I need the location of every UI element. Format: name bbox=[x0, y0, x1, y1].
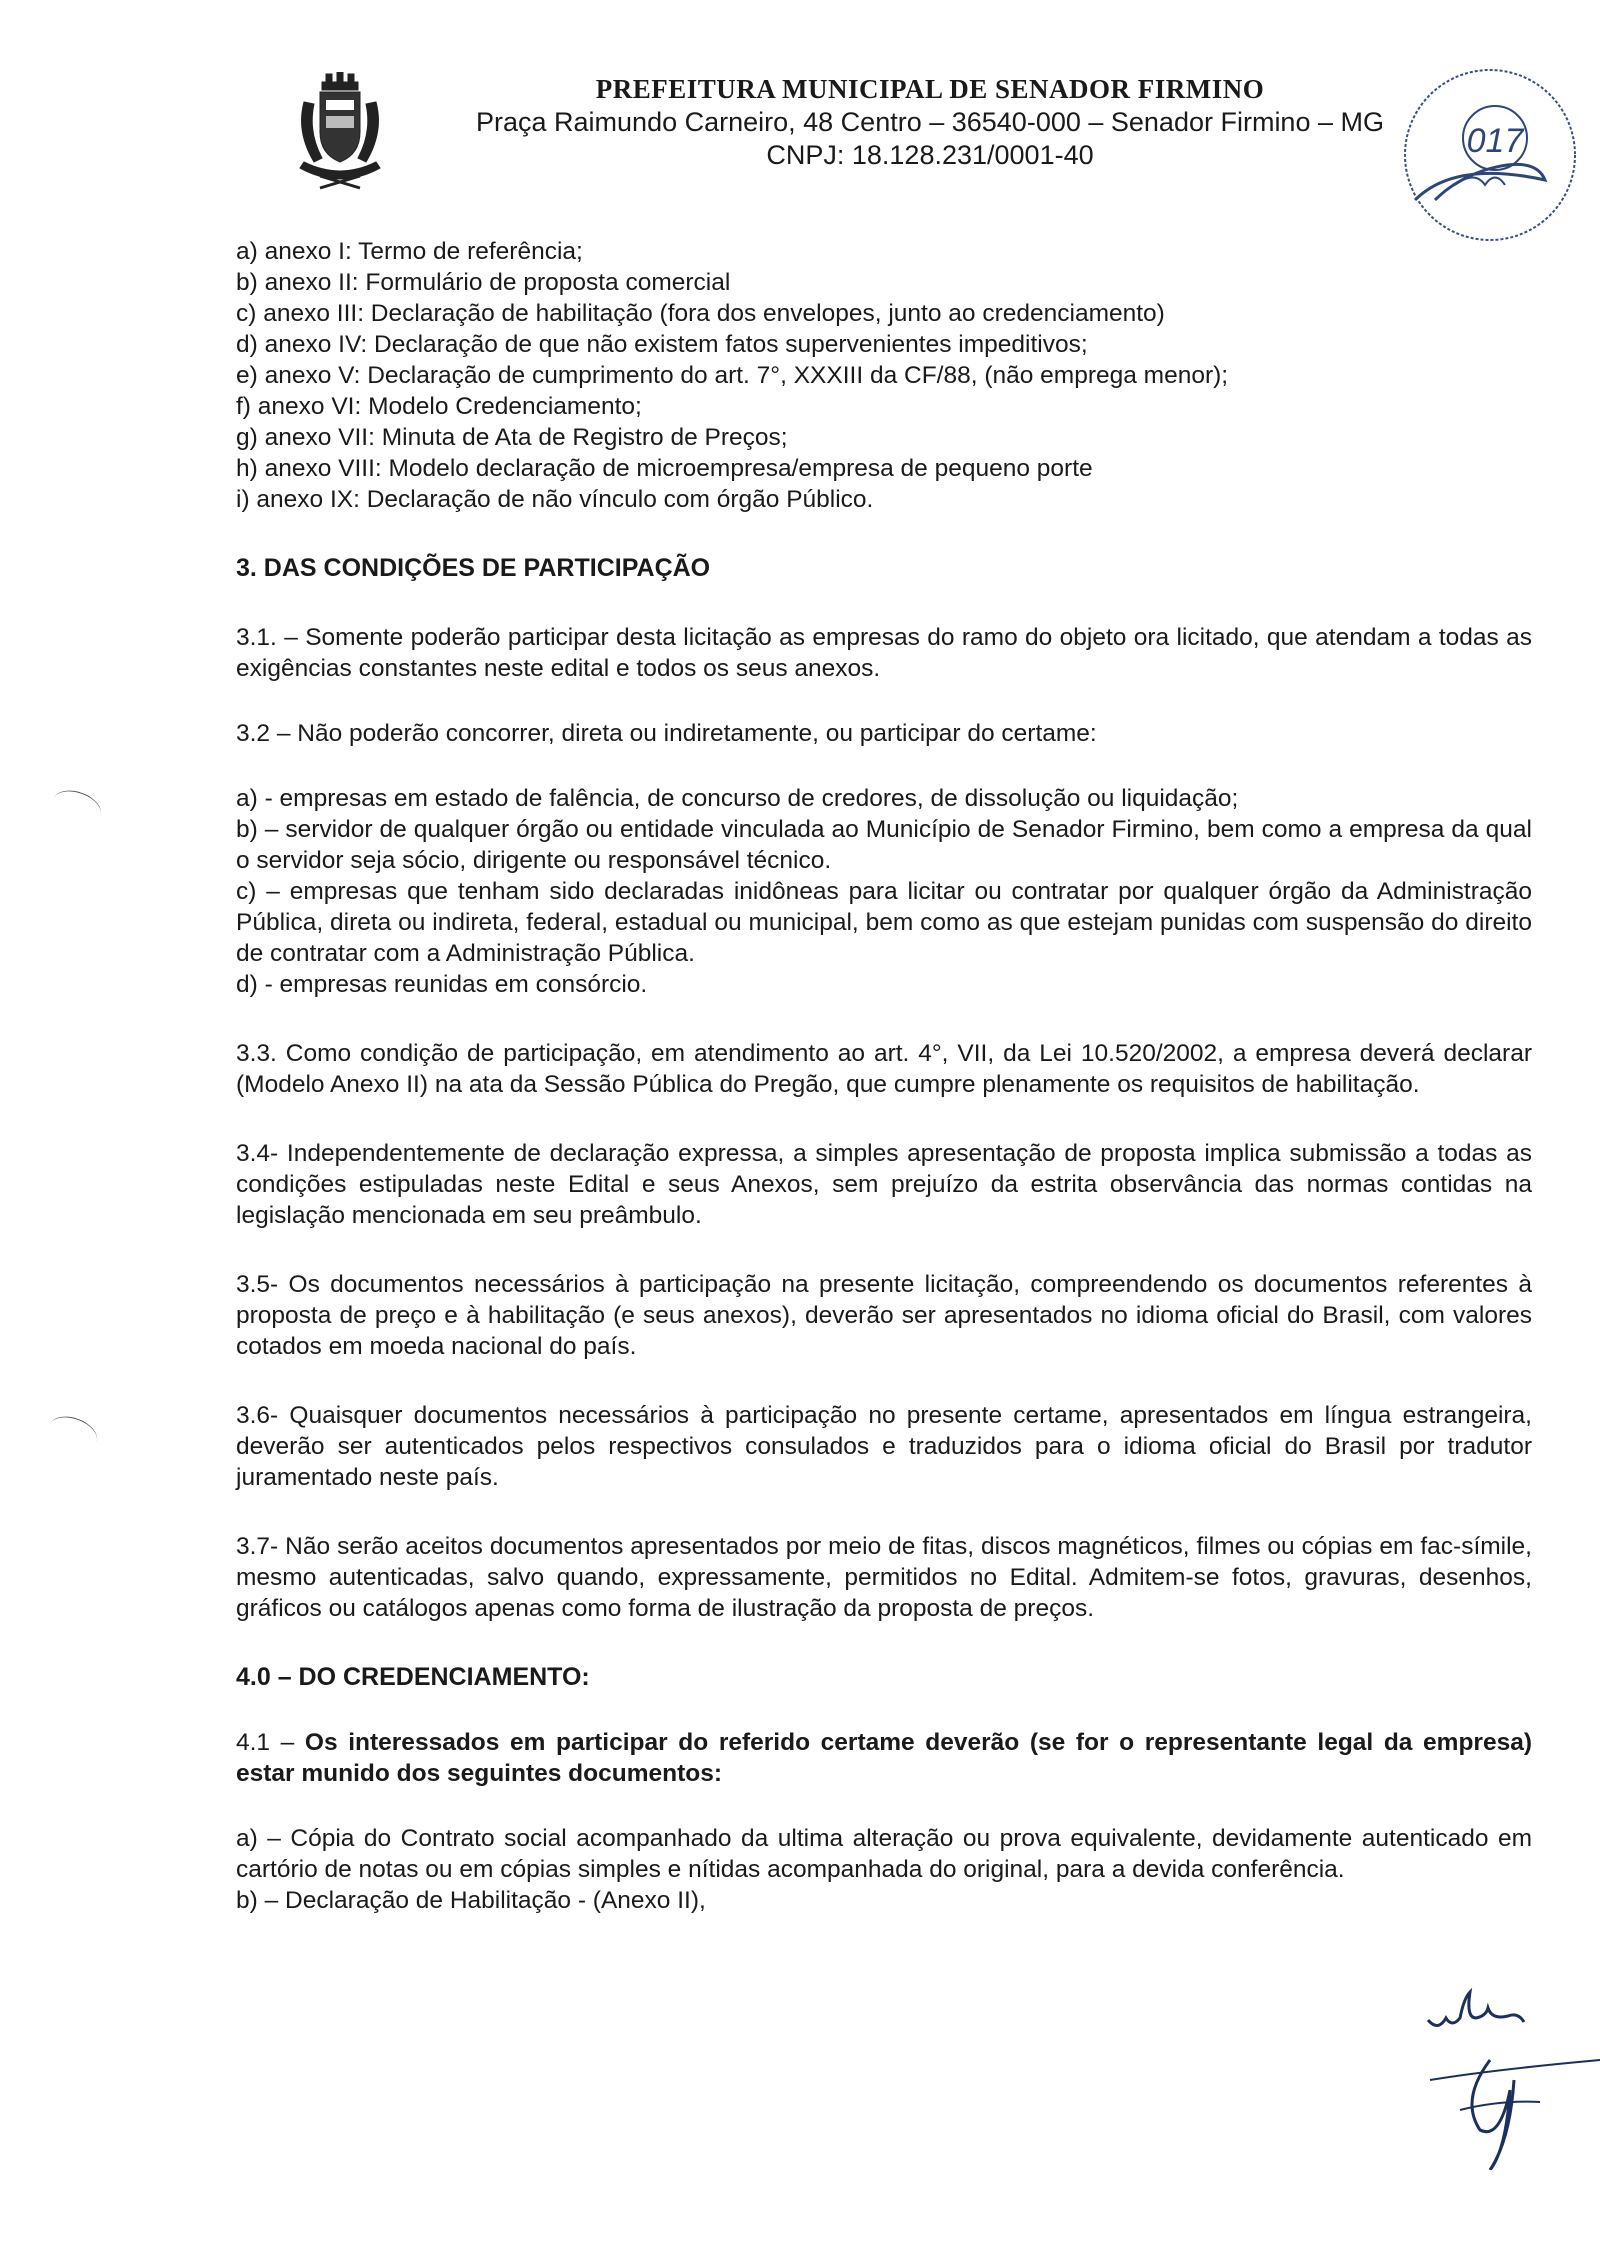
signature bbox=[1420, 2040, 1600, 2170]
paragraph-3-2: 3.2 – Não poderão concorrer, direta ou indiretamente, ou participar do certame: bbox=[236, 720, 1097, 747]
list-item: a) - empresas em estado de falência, de concurso de credores, de dissolução ou liquidação; bbox=[236, 785, 1239, 812]
paragraph-3-6: 3.6- Quaisquer documentos necessários à participação no presente certame, apresentados em língua estrangeira, deverão ser autenticados pelos respectivos consulados e traduzidos para o idioma oficial do Brasil por tradutor juramentado neste país. bbox=[236, 1402, 1532, 1491]
letterhead-address: Praça Raimundo Carneiro, 48 Centro – 36540-000 – Senador Firmino – MG bbox=[476, 107, 1384, 137]
coat-of-arms-icon bbox=[290, 72, 390, 192]
svg-text:017: 017 bbox=[1466, 122, 1524, 160]
list-item: d) anexo IV: Declaração de que não existem fatos supervenientes impeditivos; bbox=[236, 331, 1088, 358]
document-body bbox=[236, 236, 1532, 1916]
paragraph-3-7: 3.7- Não serão aceitos documentos apresentados por meio de fitas, discos magnéticos, filmes ou cópias em fac-símile, mesmo autenticadas, salvo quando, expressamente, permitidos no Edital. Admitem-se fotos, gravuras, desenhos, gráficos ou catálogos apenas como forma de ilustração da proposta de preços. bbox=[236, 1533, 1532, 1622]
list-item: a) anexo I: Termo de referência; bbox=[236, 238, 583, 265]
commission-stamp-icon bbox=[1395, 60, 1585, 250]
paragraph-4-1 bbox=[236, 1727, 1532, 1789]
paragraph-3-4: 3.4- Independentemente de declaração expressa, a simples apresentação de proposta implica submissão a todas as condições estipuladas neste Edital e seus Anexos, sem prejuízo da estrita observância das normas contidas na legislação mencionada em seu preâmbulo. bbox=[236, 1140, 1532, 1229]
letterhead bbox=[450, 74, 1410, 171]
section-heading: 4.0 – DO CREDENCIAMENTO: bbox=[236, 1663, 590, 1691]
section-heading: 3. DAS CONDIÇÕES DE PARTICIPAÇÃO bbox=[236, 554, 711, 582]
list-item: i) anexo IX: Declaração de não vínculo com órgão Público. bbox=[236, 486, 874, 513]
paragraph-3-3: 3.3. Como condição de participação, em atendimento ao art. 4°, VII, da Lei 10.520/2002, a empresa deverá declarar (Modelo Anexo II) na ata da Sessão Pública do Pregão, que cumpre plenamente os requisitos de habilitação. bbox=[236, 1040, 1532, 1098]
letterhead-title: PREFEITURA MUNICIPAL DE SENADOR FIRMINO bbox=[595, 74, 1265, 104]
paragraph-bold-text: Os interessados em participar do referido certame deverão (se for o representante legal da empresa) estar munido dos seguintes documentos: bbox=[236, 1729, 1532, 1787]
annex-list bbox=[236, 236, 1532, 515]
paragraph-3-1: 3.1. – Somente poderão participar desta licitação as empresas do ramo do objeto ora licitado, que atendam a todas as exigências constantes neste edital e todos os seus anexos. bbox=[236, 624, 1532, 682]
paragraph-number: 4.1 – bbox=[236, 1729, 305, 1756]
margin-mark bbox=[44, 1410, 102, 1456]
list-item: e) anexo V: Declaração de cumprimento do art. 7°, XXXIII da CF/88, (não emprega menor); bbox=[236, 362, 1229, 389]
list-item: f) anexo VI: Modelo Credenciamento; bbox=[236, 393, 642, 420]
list-item: b) anexo II: Formulário de proposta comercial bbox=[236, 269, 731, 296]
list-item: b) – Declaração de Habilitação - (Anexo II), bbox=[236, 1887, 706, 1914]
list-item: c) anexo III: Declaração de habilitação (fora dos envelopes, junto ao credenciamento) bbox=[236, 300, 1165, 327]
credential-docs-list bbox=[236, 1823, 1532, 1916]
list-item: d) - empresas reunidas em consórcio. bbox=[236, 971, 648, 998]
letterhead-cnpj: CNPJ: 18.128.231/0001-40 bbox=[766, 140, 1094, 170]
list-item: g) anexo VII: Minuta de Ata de Registro de Preços; bbox=[236, 424, 788, 451]
exclusion-list bbox=[236, 783, 1532, 1000]
list-item: c) – empresas que tenham sido declaradas inidôneas para licitar ou contratar por qualquer órgão da Administração Pública, direta ou indireta, federal, estadual ou municipal, bem como as que estejam punidas com suspensão do direito de contratar com a Administração Pública. bbox=[236, 878, 1532, 967]
list-item: b) – servidor de qualquer órgão ou entidade vinculada ao Município de Senador Firmino, bem como a empresa da qual o servidor seja sócio, dirigente ou responsável técnico. bbox=[236, 816, 1532, 874]
paragraph-3-5: 3.5- Os documentos necessários à participação na presente licitação, compreendendo os documentos referentes à proposta de preço e à habilitação (e seus anexos), deverão ser apresentados no idioma oficial do Brasil, com valores cotados em moeda nacional do país. bbox=[236, 1271, 1532, 1360]
list-item: h) anexo VIII: Modelo declaração de microempresa/empresa de pequeno porte bbox=[236, 455, 1093, 482]
list-item: a) – Cópia do Contrato social acompanhado da ultima alteração ou prova equivalente, devidamente autenticado em cartório de notas ou em cópias simples e nítidas acompanhada do original, para a devida conferência. bbox=[236, 1825, 1532, 1883]
margin-mark bbox=[48, 784, 106, 830]
